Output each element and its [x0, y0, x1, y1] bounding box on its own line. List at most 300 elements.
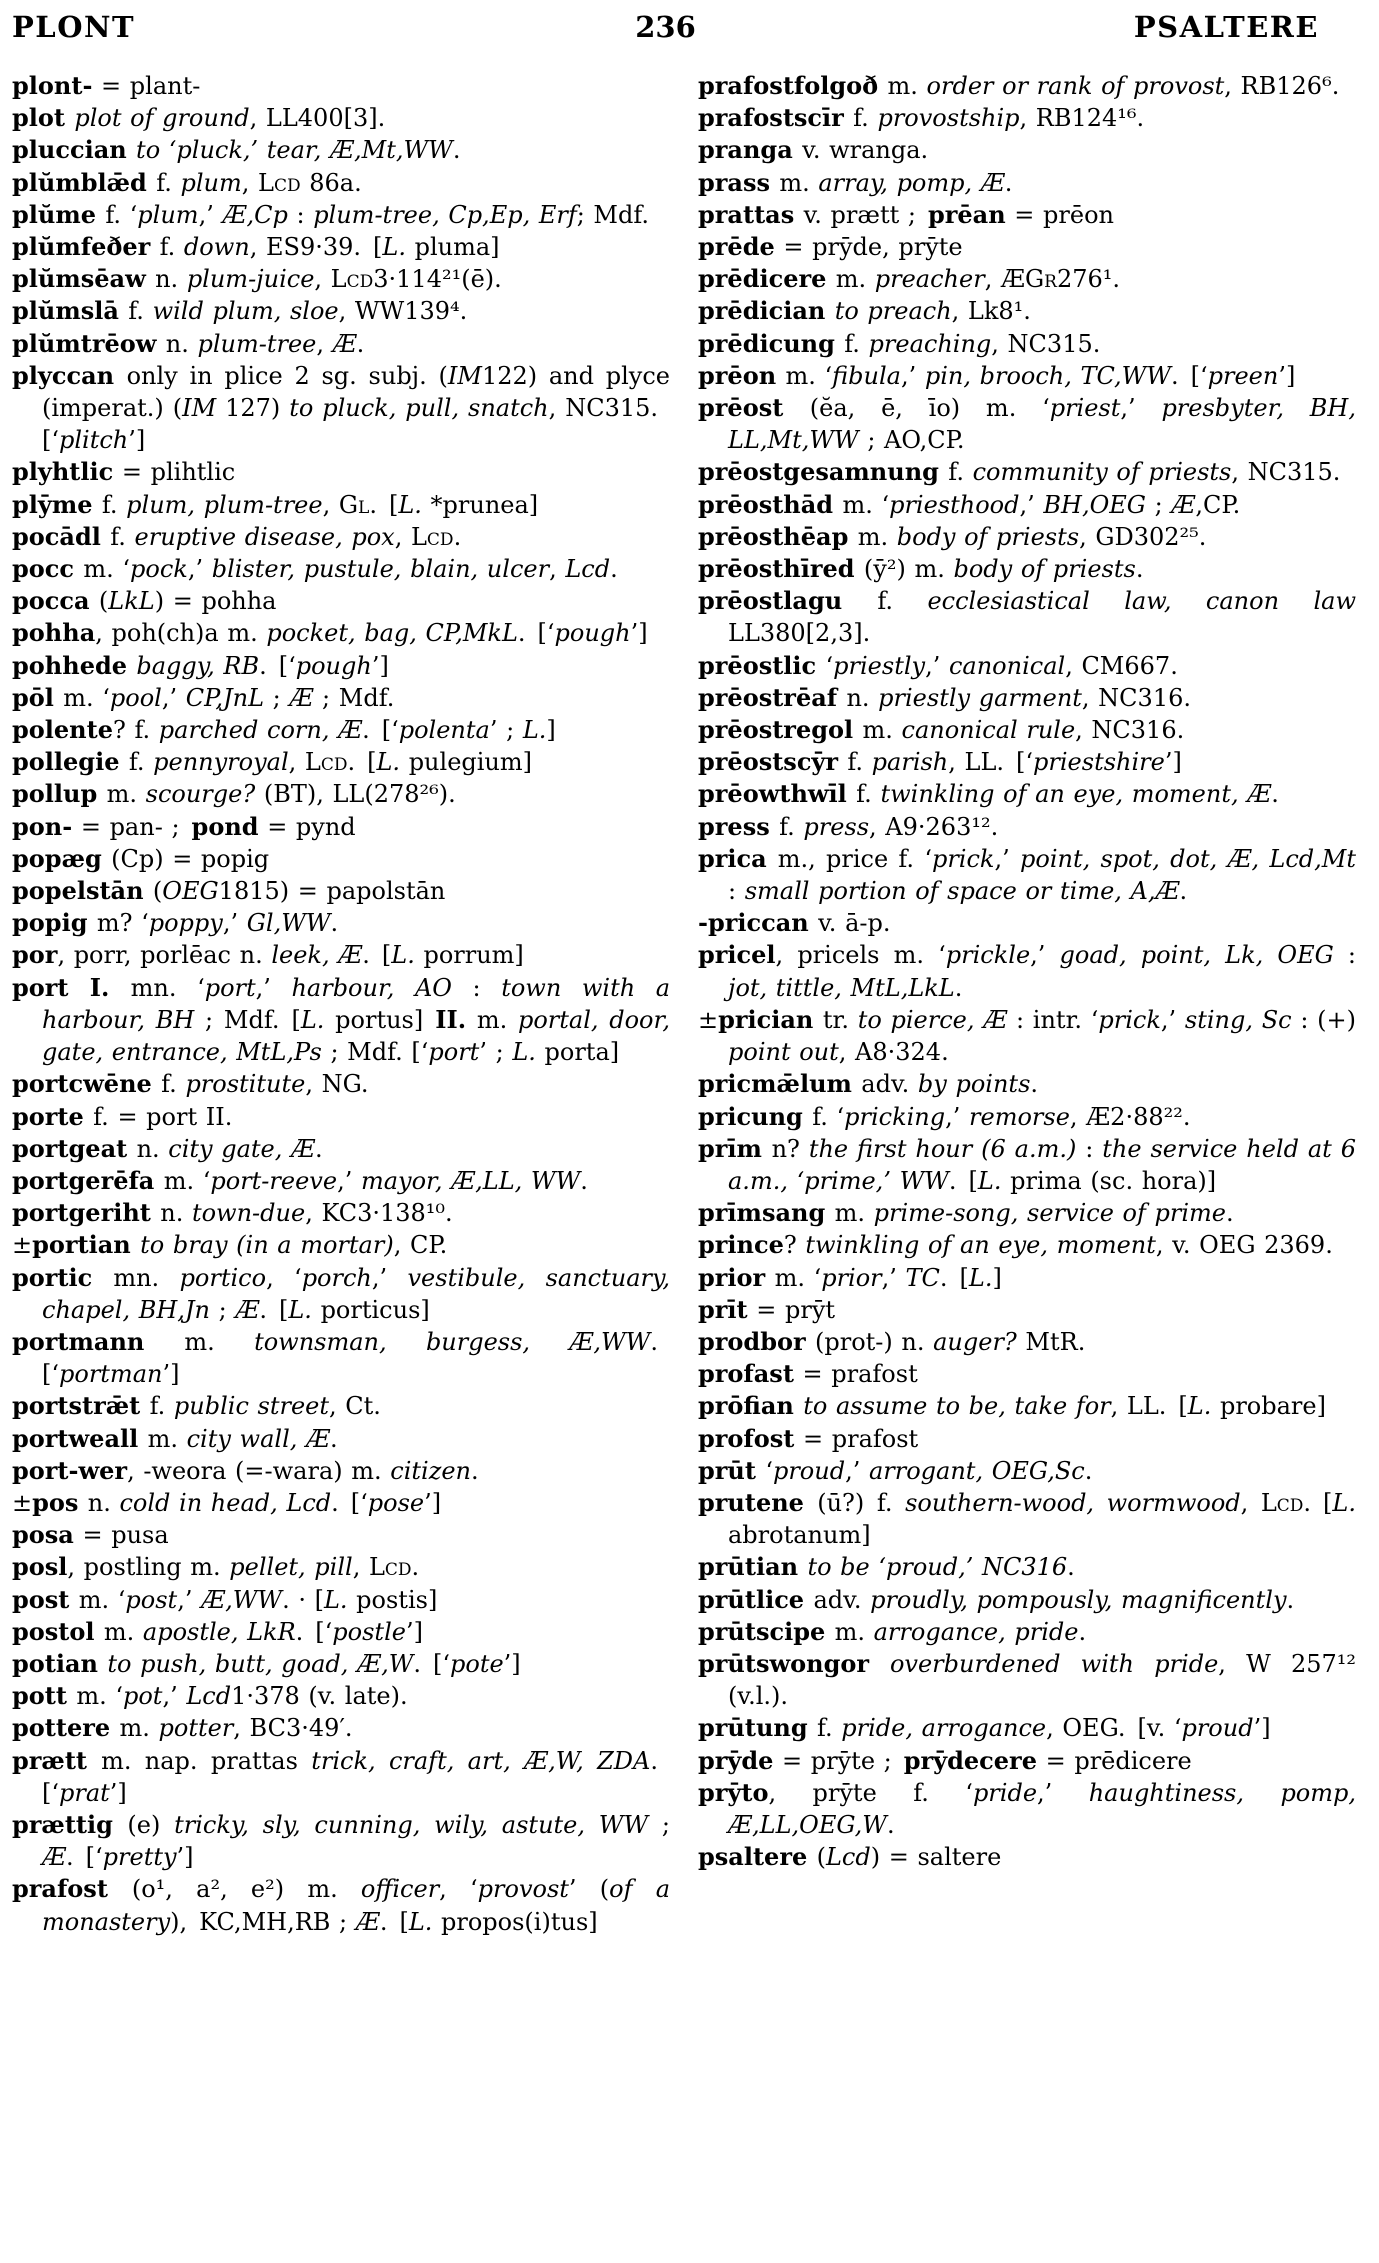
entry-segment: . [‘ — [295, 1617, 333, 1646]
entry-segment: ; — [648, 1810, 670, 1839]
dictionary-entry — [698, 1423, 1356, 1455]
entry-segment: portal, door, gate, entrance, MtL,Ps — [42, 1005, 670, 1067]
dictionary-entry — [698, 1229, 1356, 1261]
entry-segment: , postling m. — [67, 1553, 230, 1582]
entry-segment: tr. — [822, 1005, 858, 1034]
dictionary-entry — [698, 1390, 1356, 1422]
dictionary-entry — [698, 682, 1356, 714]
entry-segment: adv. — [861, 1070, 918, 1099]
dictionary-entry — [12, 263, 670, 295]
entry-segment: . [‘ — [331, 1488, 368, 1517]
dictionary-entry — [12, 1390, 670, 1422]
entry-segment: prutene — [698, 1487, 818, 1517]
entry-segment: proud — [1181, 1714, 1254, 1743]
entry-segment: prēosthīred — [698, 554, 864, 584]
entry-segment: prætt — [12, 1745, 102, 1775]
dictionary-entry — [698, 714, 1356, 746]
dictionary-entry — [12, 907, 670, 939]
entry-segment: preen — [1207, 361, 1279, 390]
entry-segment: port — [428, 1038, 480, 1067]
entry-segment: . — [886, 1810, 895, 1839]
dictionary-entry — [698, 1455, 1356, 1487]
entry-segment: m. ‘ — [78, 1585, 126, 1614]
dictionary-entry — [12, 295, 670, 327]
entry-segment: , -weora (=-wara) m. — [127, 1456, 391, 1485]
entry-segment: proudly, pompously, magnificently — [870, 1585, 1287, 1614]
entry-segment: porch — [301, 1263, 372, 1292]
page-number: 236 — [635, 10, 696, 44]
entry-segment: ,’ — [881, 1263, 906, 1292]
entry-segment: , — [322, 490, 339, 519]
entry-segment: canonical rule — [901, 716, 1076, 745]
entry-segment: prician — [718, 1004, 823, 1034]
entry-segment: prūtswongor — [698, 1648, 890, 1678]
entry-segment: (Cp) = popig — [111, 844, 270, 873]
dictionary-entry — [698, 843, 1356, 907]
dictionary-entry — [12, 1745, 670, 1809]
dictionary-entry — [698, 553, 1356, 585]
entry-segment: trick, craft, art, Æ,W, ZDA — [311, 1746, 651, 1775]
entry-segment: plot — [12, 103, 75, 133]
entry-segment: . — [1271, 780, 1279, 809]
dictionary-entry — [12, 585, 670, 617]
entry-segment: porrum] — [414, 941, 524, 970]
entry-segment: eruptive disease, pox — [134, 522, 395, 551]
entry-segment: . — [954, 973, 963, 1002]
entry-segment: LL380[2,3]. — [728, 619, 871, 648]
entry-segment: , — [394, 522, 411, 551]
entry-segment: m? ‘ — [96, 909, 149, 938]
entry-segment: ,CP. — [1195, 490, 1241, 519]
entry-segment: = pynd — [258, 812, 356, 841]
entry-segment: Æ,Cp — [222, 200, 288, 229]
entry-segment: prēosthād — [698, 489, 843, 519]
dictionary-entry — [698, 231, 1356, 263]
entry-segment: priestly garment — [878, 683, 1082, 712]
dictionary-entry — [12, 199, 670, 231]
entry-segment: goad, point, Lk, OEG — [1059, 941, 1334, 970]
entry-segment: L. — [391, 941, 415, 970]
dictionary-entry — [12, 875, 670, 907]
entry-segment: . — [471, 1456, 479, 1485]
entry-segment: f. — [128, 297, 153, 326]
entry-segment: to bray (in a mortar) — [140, 1231, 394, 1260]
entry-segment: plum-tree — [197, 329, 317, 358]
entry-segment: f. — [817, 1714, 842, 1743]
entry-segment: post — [125, 1585, 178, 1614]
entry-segment: ; — [1145, 490, 1172, 519]
entry-segment: , — [288, 748, 305, 777]
entry-segment: popelstān — [12, 876, 153, 906]
entry-segment: ] — [546, 716, 556, 745]
entry-segment: n. — [136, 1134, 169, 1163]
dictionary-entry — [12, 843, 670, 875]
entry-segment: prȳdecere — [903, 1745, 1037, 1775]
entry-segment: popæg — [12, 843, 112, 873]
entry-segment: ,’ — [198, 200, 223, 229]
entry-segment: of a monastery — [42, 1875, 670, 1936]
dictionary-entry — [698, 102, 1356, 134]
dictionary-entry — [698, 1841, 1356, 1873]
entry-segment: adv. — [813, 1585, 871, 1614]
entry-segment: portgeriht — [12, 1198, 161, 1228]
dictionary-entry — [12, 1584, 670, 1616]
entry-segment: vestibule, sanctuary, chapel, BH,Jn — [42, 1263, 670, 1324]
entry-segment: ,’ — [1160, 1005, 1185, 1034]
entry-segment: plŭme — [12, 199, 106, 229]
entry-segment: pough — [554, 619, 631, 648]
dictionary-entry — [698, 489, 1356, 521]
entry-segment: to ‘pluck,’ tear, Æ,Mt,WW — [136, 136, 453, 165]
entry-segment: fibula — [832, 361, 901, 390]
entry-segment: prēostscȳr — [698, 747, 848, 777]
entry-segment: press — [698, 811, 780, 841]
dictionary-entry — [12, 489, 670, 521]
entry-segment: prȳde — [698, 1745, 774, 1775]
entry-segment: ) = pohha — [154, 587, 277, 616]
entry-segment: = plihtlic — [113, 458, 236, 487]
entry-segment: prick — [931, 844, 995, 873]
entry-segment: plum-tree, Cp,Ep, Erf — [313, 200, 577, 229]
dictionary-entry — [698, 134, 1356, 166]
dictionary-entry — [12, 70, 670, 102]
entry-segment: . [ — [379, 1907, 409, 1936]
entry-segment: blister, pustule, blain, ulcer — [211, 555, 550, 584]
dictionary-entry — [698, 1326, 1356, 1358]
entry-segment: plyhtlic — [12, 457, 114, 487]
entry-segment: prūtian — [698, 1552, 808, 1582]
text-columns — [12, 70, 1367, 1938]
entry-segment: por — [12, 940, 58, 970]
entry-segment: to pluck, pull, snatch — [289, 394, 549, 423]
entry-segment: , — [352, 1553, 369, 1582]
entry-segment: , LL. [‘ — [948, 748, 1034, 777]
entry-segment: pock — [130, 555, 188, 584]
entry-segment: ’] — [1278, 361, 1296, 390]
dictionary-entry — [698, 1294, 1356, 1326]
entry-segment: L. — [522, 716, 547, 745]
entry-segment: f. — [149, 1392, 174, 1421]
entry-segment: tricky, sly, cunning, wily, astute, WW — [174, 1810, 649, 1839]
entry-segment: . — [1179, 877, 1188, 906]
entry-segment: m. — [779, 168, 819, 197]
entry-segment: prafostscīr — [698, 103, 854, 133]
entry-segment: down — [183, 233, 250, 262]
entry-segment: m. — [887, 72, 927, 100]
entry-segment: pride, arrogance — [841, 1714, 1047, 1743]
entry-segment: L. — [376, 748, 401, 777]
entry-segment: m. — [857, 522, 897, 551]
entry-segment: public street — [173, 1392, 329, 1421]
entry-segment: , OEG. [v. ‘ — [1046, 1714, 1182, 1743]
entry-segment: order or rank of provost — [926, 72, 1225, 100]
entry-segment: pocādl — [12, 521, 111, 551]
entry-segment: ’] — [162, 1360, 180, 1389]
entry-segment: Lcd — [258, 168, 301, 197]
entry-segment: f. — [853, 104, 878, 133]
entry-segment: m. ‘ — [785, 361, 833, 390]
entry-segment: pocc — [12, 554, 84, 584]
entry-segment: pocca — [12, 586, 99, 616]
entry-segment: , LL400[3]. — [249, 104, 386, 133]
dictionary-entry — [12, 650, 670, 682]
entry-segment: , LL. [ — [1110, 1392, 1188, 1421]
entry-segment: port — [204, 973, 256, 1002]
dictionary-entry — [12, 134, 670, 166]
dictionary-entry — [12, 456, 670, 488]
entry-segment: pricking — [844, 1102, 946, 1131]
entry-segment: m. nap. prattas — [101, 1746, 312, 1775]
entry-segment: prior — [821, 1263, 882, 1292]
entry-segment: = prafost — [794, 1424, 919, 1453]
entry-segment: . — [1078, 1617, 1087, 1646]
entry-segment: plum — [137, 200, 199, 229]
dictionary-entry — [12, 682, 670, 714]
entry-segment: . — [453, 522, 462, 551]
entry-segment: n. — [846, 683, 879, 712]
entry-segment: only in plice 2 sg. subj. ( — [126, 361, 448, 390]
entry-segment: . [ — [369, 490, 399, 519]
entry-segment: L. — [288, 1295, 312, 1324]
entry-segment: 276¹. — [1056, 265, 1121, 294]
entry-segment: , WW139⁴. — [338, 297, 468, 326]
entry-segment: pough — [295, 651, 372, 680]
entry-segment: Æ — [332, 329, 357, 358]
entry-segment: m. — [834, 1199, 874, 1228]
entry-segment: f. ‘ — [105, 200, 138, 229]
entry-segment: ( — [816, 1843, 826, 1872]
entry-segment: ’] — [128, 426, 146, 455]
entry-segment: ’] — [405, 1617, 423, 1646]
dictionary-entry — [12, 939, 670, 971]
entry-segment: , NC315. [‘ — [42, 394, 671, 455]
entry-segment: : — [287, 200, 314, 229]
dictionary-entry — [12, 746, 670, 778]
entry-segment: : — [728, 877, 745, 906]
entry-segment: , CM667. — [1065, 651, 1178, 680]
entry-segment: m. — [834, 1617, 874, 1646]
entry-segment: prēostgesamnung — [698, 457, 949, 487]
entry-segment: prēdicung — [698, 328, 845, 358]
entry-segment: (o¹, a², e²) m. — [131, 1875, 361, 1904]
entry-segment: f. — [948, 458, 973, 487]
entry-segment: psaltere — [698, 1842, 817, 1872]
entry-segment: . [ — [948, 1166, 978, 1195]
entry-segment: pranga — [698, 135, 803, 165]
entry-segment: . [‘ — [42, 1746, 671, 1807]
entry-segment: pellet, pill — [229, 1553, 353, 1582]
entry-segment: prēosthēap — [698, 521, 858, 551]
dictionary-entry — [698, 1004, 1356, 1068]
entry-segment: , KC3·138¹⁰. — [305, 1199, 453, 1228]
entry-segment: (e) — [127, 1810, 175, 1839]
entry-segment: prēon — [698, 360, 786, 390]
entry-segment: , Ct. — [329, 1392, 381, 1421]
entry-segment: . · [ — [282, 1585, 324, 1614]
entry-segment: ,’ — [900, 361, 925, 390]
entry-segment: L. — [512, 1038, 536, 1067]
entry-segment: body of priests — [896, 522, 1080, 551]
entry-segment: , NC315. — [991, 329, 1101, 358]
entry-segment: jot, tittle, MtL,LkL — [728, 973, 955, 1002]
entry-segment: BH,OEG — [1043, 490, 1146, 519]
entry-segment: priesthood — [889, 490, 1020, 519]
entry-segment: ( — [152, 877, 163, 906]
entry-segment: . [‘ — [42, 1327, 670, 1389]
entry-segment: . — [411, 1553, 420, 1582]
entry-segment: poppy — [148, 909, 223, 938]
dictionary-entry — [698, 1133, 1356, 1197]
entry-segment: II. — [435, 1004, 467, 1034]
entry-segment: southern-wood, wormwood — [905, 1488, 1241, 1517]
entry-segment: (prot-) n. — [815, 1327, 934, 1356]
entry-segment: prass — [698, 167, 780, 197]
dictionary-entry — [698, 1262, 1356, 1294]
entry-segment: 3·114²¹(ē). — [373, 265, 502, 294]
dictionary-entry — [12, 1423, 670, 1455]
entry-segment: Æ — [42, 1843, 67, 1872]
column-left — [12, 70, 670, 1938]
entry-segment: ), KC,MH,RB ; — [170, 1907, 356, 1936]
entry-segment: . — [1030, 1070, 1039, 1099]
entry-segment: prēostlic — [698, 650, 826, 680]
entry-segment: prattas — [698, 199, 804, 229]
dictionary-entry — [12, 167, 670, 199]
entry-segment: ’] — [176, 1843, 194, 1872]
entry-segment: . [‘ — [1171, 361, 1208, 390]
entry-segment: pluccian — [12, 135, 137, 165]
entry-segment: , GD302²⁵. — [1079, 522, 1207, 551]
entry-segment: L. — [1332, 1488, 1356, 1517]
dictionary-entry — [698, 1584, 1356, 1616]
entry-segment: posa — [12, 1520, 74, 1550]
entry-segment: prēost — [698, 393, 810, 423]
entry-segment: , ‘ — [266, 1263, 302, 1292]
entry-segment: m. — [862, 716, 902, 745]
entry-segment: L. — [968, 1263, 993, 1292]
entry-segment: plȳme — [12, 489, 102, 519]
entry-segment: = prȳte ; — [773, 1746, 904, 1775]
entry-segment: pos — [32, 1487, 88, 1517]
entry-segment: IM — [182, 394, 217, 423]
entry-segment: ; — [209, 1295, 236, 1324]
entry-segment: . — [1225, 1199, 1234, 1228]
entry-segment: ’] — [503, 1649, 521, 1678]
dictionary-entry — [698, 328, 1356, 360]
entry-segment: mn. ‘ — [130, 973, 205, 1002]
entry-segment: plyccan — [12, 360, 127, 390]
entry-segment: overburdened with pride — [889, 1649, 1219, 1678]
dictionary-entry — [12, 102, 670, 134]
entry-segment: = plant- — [92, 72, 201, 100]
entry-segment: L. — [977, 1166, 1002, 1195]
entry-segment: ? — [783, 1231, 806, 1260]
entry-segment: press — [803, 812, 870, 841]
entry-segment: community of priests — [972, 458, 1232, 487]
entry-segment: sting, Sc — [1184, 1005, 1292, 1034]
dictionary-entry — [12, 1487, 670, 1519]
entry-segment: portmann — [12, 1326, 185, 1356]
entry-segment: ? f. — [112, 716, 159, 745]
entry-segment: prime-song, service of prime — [873, 1199, 1226, 1228]
entry-segment: prafost — [12, 1874, 132, 1904]
entry-segment: m. ‘ — [76, 1682, 123, 1711]
entry-segment: Æ — [235, 1295, 260, 1324]
entry-segment: L. — [398, 490, 422, 519]
entry-segment: m. — [103, 1617, 143, 1646]
entry-segment: priestly — [833, 651, 926, 680]
entry-segment: TC — [905, 1263, 940, 1292]
entry-segment: f. — [128, 748, 154, 777]
entry-segment: plont- — [12, 71, 93, 100]
entry-segment: plŭmfeðer — [12, 232, 160, 262]
entry-segment: ; Mdf. [‘ — [321, 1038, 429, 1067]
entry-segment: CP,JnL — [185, 683, 265, 712]
dictionary-entry — [12, 1519, 670, 1551]
entry-segment: leek, Æ — [271, 941, 363, 970]
entry-segment: (ȳ²) m. — [863, 555, 954, 584]
entry-segment: prēdicere — [698, 264, 836, 294]
entry-segment: m. — [466, 1005, 518, 1034]
entry-segment: f. ‘ — [812, 1102, 845, 1131]
entry-segment: ,’ — [1037, 1778, 1089, 1807]
entry-segment: pennyroyal — [153, 748, 289, 777]
entry-segment: : — [452, 973, 502, 1002]
dictionary-entry — [698, 1358, 1356, 1390]
dictionary-entry — [12, 1648, 670, 1680]
entry-segment: , v. OEG 2369. — [1155, 1231, 1333, 1260]
entry-segment: harbour, AO — [291, 973, 452, 1002]
entry-segment: , BC3·49′. — [233, 1714, 353, 1743]
entry-segment: Lcd — [330, 265, 374, 294]
dictionary-entry — [698, 939, 1356, 1003]
entry-segment: = pusa — [73, 1521, 169, 1550]
entry-segment: f. = port II. — [93, 1102, 233, 1131]
entry-segment: : (+) — [1291, 1005, 1356, 1034]
entry-segment: . — [1135, 555, 1144, 584]
entry-segment: preaching — [868, 329, 992, 358]
entry-segment: provostship — [877, 104, 1020, 133]
entry-segment: , — [316, 329, 333, 358]
entry-segment: abrotanum] — [728, 1521, 871, 1550]
entry-segment: preacher — [874, 265, 985, 294]
dictionary-entry — [698, 1197, 1356, 1229]
entry-segment: plitch — [59, 426, 129, 455]
entry-segment: , ES9·39. [ — [249, 233, 383, 262]
entry-segment: (BT), LL(278²⁶). — [255, 780, 456, 809]
entry-segment: ‘ — [825, 651, 834, 680]
dictionary-entry — [698, 521, 1356, 553]
entry-segment: prēostlagu — [698, 586, 878, 616]
entry-segment: parched corn, Æ — [158, 716, 363, 745]
entry-segment: ecclesiastical law, canon law — [927, 587, 1356, 616]
entry-segment: *prunea] — [421, 490, 539, 519]
entry-segment: LkL — [108, 587, 155, 616]
dictionary-entry — [698, 360, 1356, 392]
entry-segment: , A9·263¹². — [869, 812, 999, 841]
entry-segment: port-reeve — [210, 1166, 338, 1195]
entry-segment: pohha — [12, 618, 96, 648]
entry-segment: Lcd — [565, 555, 611, 584]
entry-segment: . [ — [362, 941, 392, 970]
entry-segment: prēostrēaf — [698, 682, 847, 712]
entry-segment: pricmǣlum — [698, 1069, 862, 1099]
entry-segment: , prȳte f. ‘ — [768, 1778, 973, 1807]
entry-segment: prēostregol — [698, 715, 863, 745]
entry-segment: f. — [844, 329, 869, 358]
entry-segment: pote — [450, 1649, 504, 1678]
entry-segment: prodbor — [698, 1326, 816, 1356]
